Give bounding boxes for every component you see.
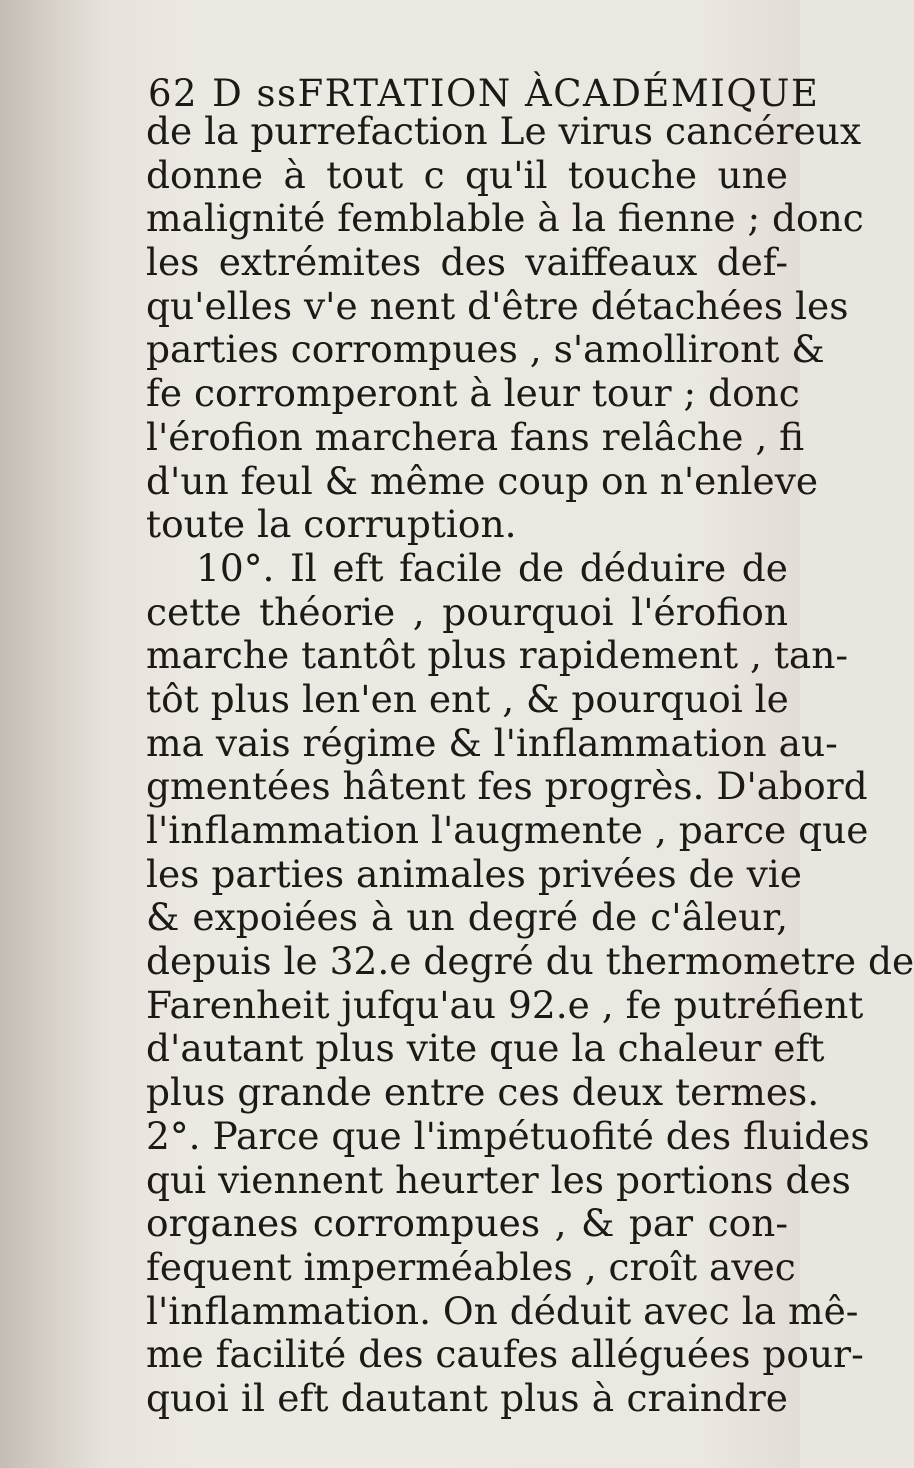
- text-line: quoi il eft dautant plus à craindre: [146, 1375, 788, 1420]
- text-line: d'un feul & même coup on n'enleve: [146, 458, 819, 503]
- text-line: Farenheit jufqu'au 92.e , fe putréfient: [146, 982, 864, 1027]
- text-line: donne à tout c qu'il touche une: [146, 152, 788, 197]
- text-line: l'inflammation l'augmente , parce que: [146, 808, 869, 852]
- text-line: qui viennent heurter les portions des: [146, 1157, 851, 1202]
- text-line: l'érofion marchera fans relâche , fi: [146, 414, 805, 459]
- text-line: ma vais régime & l'inflammation au-: [146, 720, 838, 765]
- text-line: organes corrompues , & par con-: [146, 1201, 788, 1246]
- text-line: malignité femblable à la fienne ; donc: [146, 196, 864, 241]
- running-title: D ssFRTATION ÀCADÉMIQUE: [212, 72, 820, 115]
- text-line: 2°. Parce que l'impétuofité des fluides: [146, 1113, 870, 1158]
- text-line: l'inflammation. On déduit avec la mê-: [146, 1288, 859, 1333]
- text-line: les parties animales privées de vie: [146, 851, 802, 896]
- text-line: cette théorie , pourquoi l'érofion: [146, 589, 788, 634]
- text-line: marche tantôt plus rapidement , tan-: [146, 633, 849, 678]
- text-line: & expoiées à un degré de c'âleur,: [146, 895, 788, 940]
- text-line: gmentées hâtent fes progrès. D'abord: [146, 764, 868, 809]
- text-line: me facilité des caufes alléguées pour-: [146, 1332, 864, 1377]
- text-line: toute la corruption.: [146, 502, 517, 547]
- text-line: d'autant plus vite que la chaleur eft: [146, 1026, 825, 1071]
- text-line: qu'elles v'e nent d'être détachées les: [146, 283, 849, 328]
- text-line: tôt plus len'en ent , & pourquoi le: [146, 676, 789, 721]
- text-line: les extrémites des vaiffeaux def-: [146, 240, 788, 285]
- text-line: de la purrefaction Le virus cancéreux: [146, 109, 862, 153]
- body-text: [146, 109, 914, 1421]
- text-line: fequent imperméables , croît avec: [146, 1244, 796, 1289]
- text-line: parties corrompues , s'amolliront &: [146, 327, 825, 372]
- text-line: 10°. Il eft facile de déduire de: [196, 545, 788, 590]
- text-line: plus grande entre ces deux termes.: [146, 1070, 820, 1115]
- text-line: fe corromperont à leur tour ; donc: [146, 371, 800, 416]
- page-number: 62: [148, 72, 199, 115]
- page-gutter-shadow: [0, 0, 110, 1468]
- text-line: depuis le 32.e degré du thermometre de: [146, 939, 914, 984]
